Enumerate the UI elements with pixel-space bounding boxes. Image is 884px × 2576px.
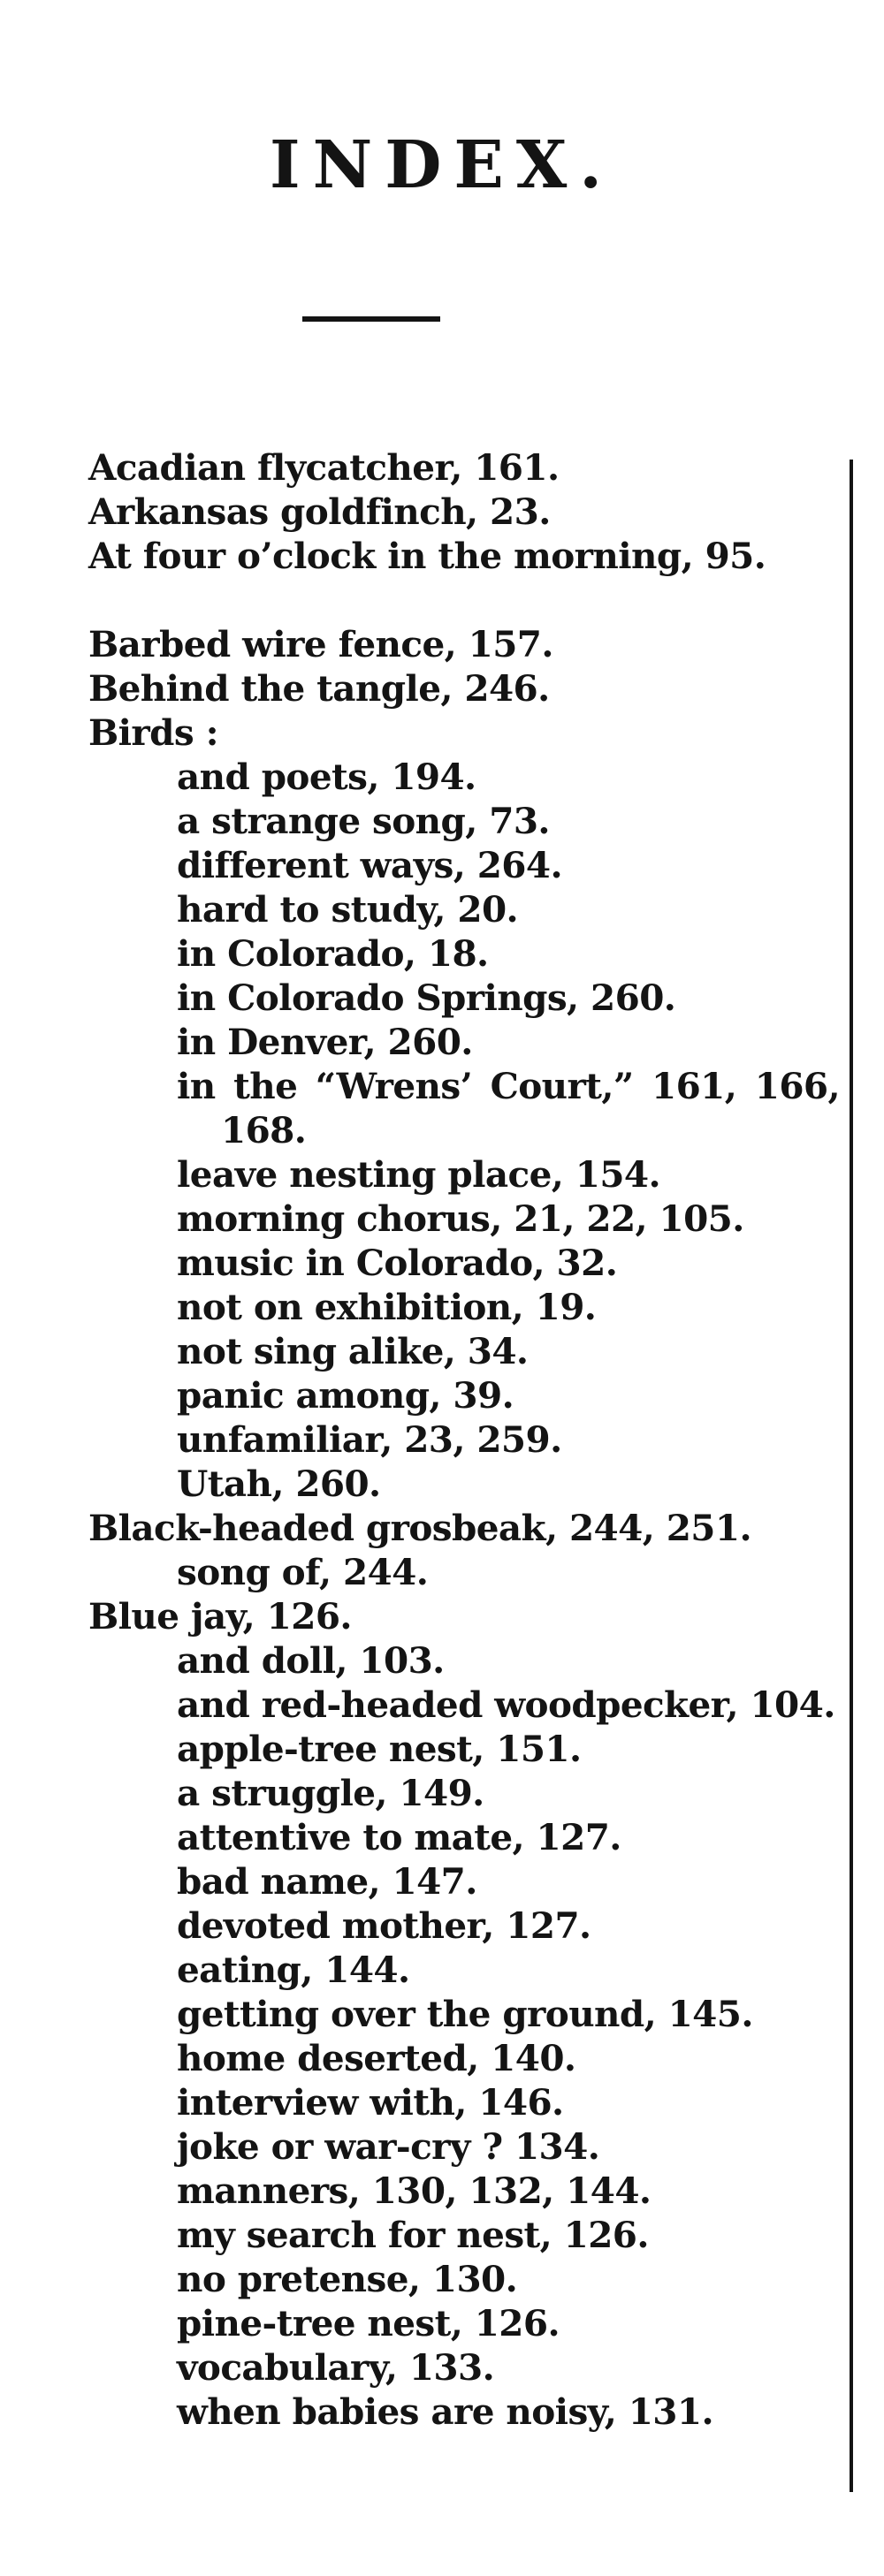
index-subentry: a strange song, 73. [177, 800, 550, 842]
index-subentry: attentive to mate, 127. [177, 1816, 621, 1858]
index-subentry: not on exhibition, 19. [177, 1286, 597, 1328]
index-subentry: not sing alike, 34. [177, 1330, 529, 1372]
index-subentry: music in Colorado, 32. [177, 1242, 618, 1284]
index-subentry: when babies are noisy, 131. [177, 2390, 713, 2433]
column-rule [850, 460, 853, 2492]
index-subentry: home deserted, 140. [177, 2037, 576, 2079]
index-subentry: interview with, 146. [177, 2081, 564, 2124]
index-entry: Barbed wire fence, 157. [88, 623, 553, 665]
index-subentry: unfamiliar, 23, 259. [177, 1418, 562, 1461]
index-subentry: pine-tree nest, 126. [177, 2302, 560, 2344]
page-title: INDEX. [269, 127, 614, 203]
index-entry: Black-headed grosbeak, 244, 251. [88, 1507, 751, 1549]
index-subentry: in the “Wrens’ Court,” 161, 166, 168. [177, 1065, 840, 1151]
index-subentry: song of, 244. [177, 1551, 429, 1593]
title-divider [302, 316, 440, 322]
index-entry: Blue jay, 126. [88, 1595, 352, 1638]
index-subentry: and poets, 194. [177, 756, 476, 798]
index-entry: Acadian flycatcher, 161. [88, 446, 560, 489]
index-subentry: panic among, 39. [177, 1374, 514, 1417]
index-subentry: in Colorado, 18. [177, 932, 489, 975]
index-subentry: leave nesting place, 154. [177, 1153, 660, 1196]
index-subentry: eating, 144. [177, 1949, 410, 1991]
index-subentry: vocabulary, 133. [177, 2346, 495, 2389]
index-entry: Birds : [88, 711, 218, 754]
index-subentry: apple-tree nest, 151. [177, 1728, 582, 1770]
index-subentry: bad name, 147. [177, 1860, 477, 1903]
index-subentry: Utah, 260. [177, 1463, 381, 1505]
index-subentry: devoted mother, 127. [177, 1904, 591, 1947]
index-subentry: manners, 130, 132, 144. [177, 2169, 652, 2212]
index-subentry: in Colorado Springs, 260. [177, 976, 676, 1019]
index-subentry: and red-headed woodpecker, 104. [177, 1683, 835, 1726]
index-subentry: in Denver, 260. [177, 1021, 473, 1063]
index-entry: Behind the tangle, 246. [88, 667, 550, 710]
index-entry: At four o’clock in the morning, 95. [88, 535, 766, 577]
group-spacer [88, 578, 840, 622]
index-subentry: getting over the ground, 145. [177, 1993, 753, 2035]
index-subentry: my search for nest, 126. [177, 2214, 649, 2256]
index-subentry: and doll, 103. [177, 1639, 445, 1682]
index-subentry: a struggle, 149. [177, 1772, 484, 1814]
index-subentry: different ways, 264. [177, 844, 562, 886]
index-subentry: no pretense, 130. [177, 2258, 518, 2300]
index-subentry: morning chorus, 21, 22, 105. [177, 1197, 744, 1240]
index-subentry: hard to study, 20. [177, 888, 519, 931]
index-list [88, 445, 840, 2434]
index-entry: Arkansas goldfinch, 23. [88, 490, 551, 533]
index-subentry: joke or war-cry ? 134. [177, 2125, 600, 2168]
